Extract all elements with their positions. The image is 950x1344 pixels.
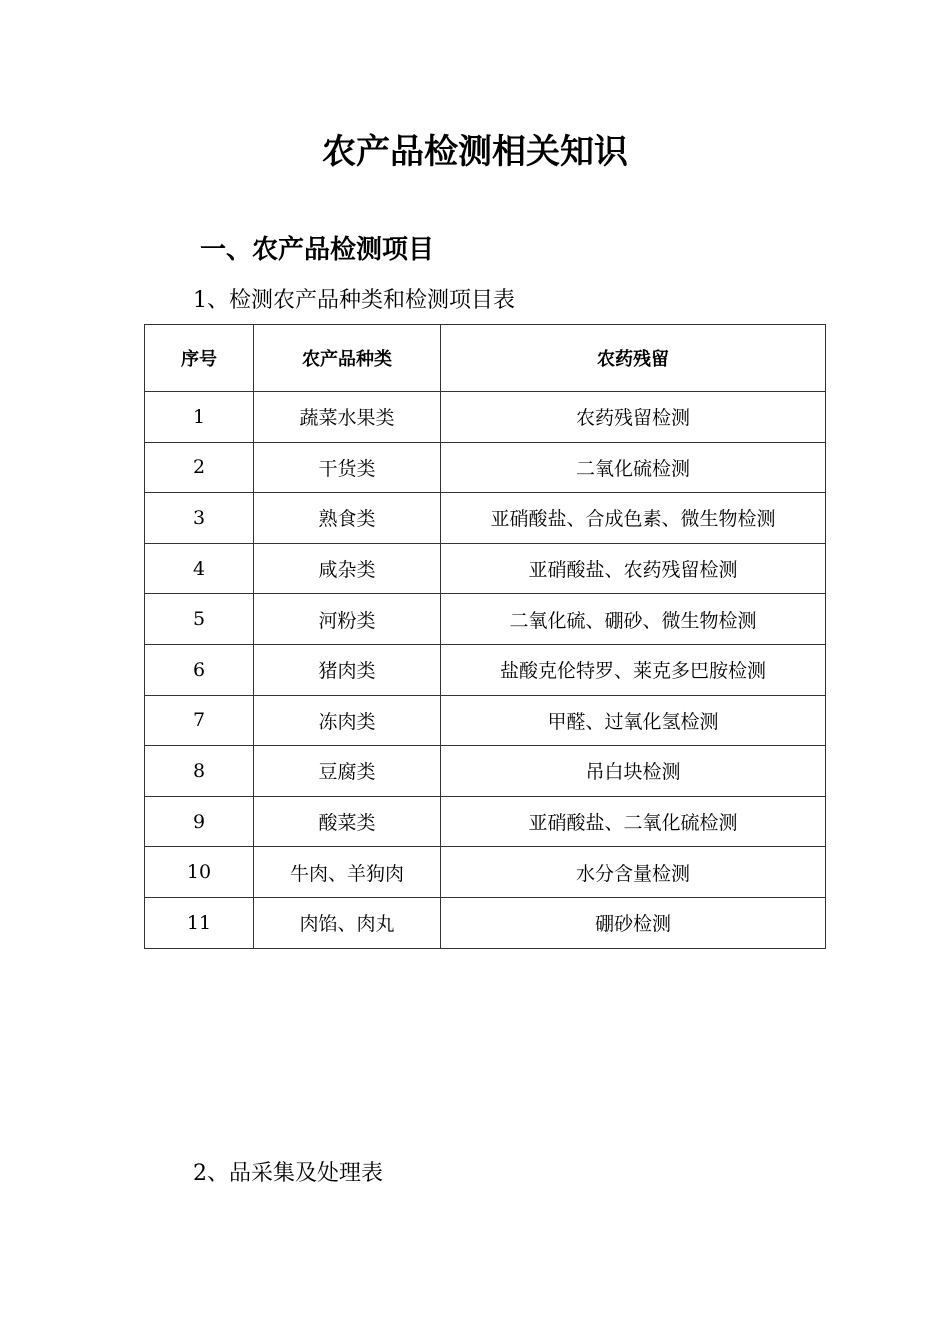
cell-serial-number: 1 <box>145 392 254 443</box>
document-title: 农产品检测相关知识 <box>322 132 628 172</box>
cell-product-type: 熟食类 <box>254 493 441 544</box>
cell-product-type: 干货类 <box>254 442 441 493</box>
table-header-row <box>145 325 826 392</box>
table-row <box>145 543 826 594</box>
table-row <box>145 746 826 797</box>
table-row <box>145 594 826 645</box>
cell-inspection-item: 甲醛、过氧化氢检测 <box>441 695 826 746</box>
cell-serial-number: 6 <box>145 644 254 695</box>
table-row <box>145 897 826 948</box>
cell-product-type: 酸菜类 <box>254 796 441 847</box>
cell-serial-number: 5 <box>145 594 254 645</box>
cell-serial-number: 10 <box>145 847 254 898</box>
inspection-items-table <box>144 324 826 949</box>
cell-product-type: 牛肉、羊狗肉 <box>254 847 441 898</box>
cell-product-type: 咸杂类 <box>254 543 441 594</box>
next-section-heading: 2、品采集及处理表 <box>193 1161 383 1186</box>
cell-inspection-item: 二氧化硫、硼砂、微生物检测 <box>441 594 826 645</box>
cell-product-type: 肉馅、肉丸 <box>254 897 441 948</box>
cell-product-type: 豆腐类 <box>254 746 441 797</box>
cell-serial-number: 9 <box>145 796 254 847</box>
table-row <box>145 796 826 847</box>
section-heading: 一、农产品检测项目 <box>200 235 435 265</box>
cell-inspection-item: 盐酸克伦特罗、莱克多巴胺检测 <box>441 644 826 695</box>
table-row <box>145 493 826 544</box>
cell-inspection-item: 亚硝酸盐、二氧化硫检测 <box>441 796 826 847</box>
table-heading: 1、检测农产品种类和检测项目表 <box>193 288 515 313</box>
header-serial-number: 序号 <box>145 325 254 392</box>
header-pesticide-residue: 农药残留 <box>441 325 826 392</box>
cell-serial-number: 2 <box>145 442 254 493</box>
header-product-type: 农产品种类 <box>254 325 441 392</box>
table-row <box>145 392 826 443</box>
cell-serial-number: 11 <box>145 897 254 948</box>
table-row <box>145 695 826 746</box>
cell-inspection-item: 硼砂检测 <box>441 897 826 948</box>
cell-inspection-item: 农药残留检测 <box>441 392 826 443</box>
cell-product-type: 蔬菜水果类 <box>254 392 441 443</box>
cell-serial-number: 8 <box>145 746 254 797</box>
cell-product-type: 河粉类 <box>254 594 441 645</box>
table-body <box>145 392 826 949</box>
cell-inspection-item: 亚硝酸盐、农药残留检测 <box>441 543 826 594</box>
cell-inspection-item: 吊白块检测 <box>441 746 826 797</box>
cell-serial-number: 4 <box>145 543 254 594</box>
cell-serial-number: 3 <box>145 493 254 544</box>
table-row <box>145 442 826 493</box>
cell-product-type: 冻肉类 <box>254 695 441 746</box>
table-row <box>145 644 826 695</box>
cell-inspection-item: 亚硝酸盐、合成色素、微生物检测 <box>441 493 826 544</box>
cell-serial-number: 7 <box>145 695 254 746</box>
cell-inspection-item: 水分含量检测 <box>441 847 826 898</box>
table-row <box>145 847 826 898</box>
cell-product-type: 猪肉类 <box>254 644 441 695</box>
cell-inspection-item: 二氧化硫检测 <box>441 442 826 493</box>
